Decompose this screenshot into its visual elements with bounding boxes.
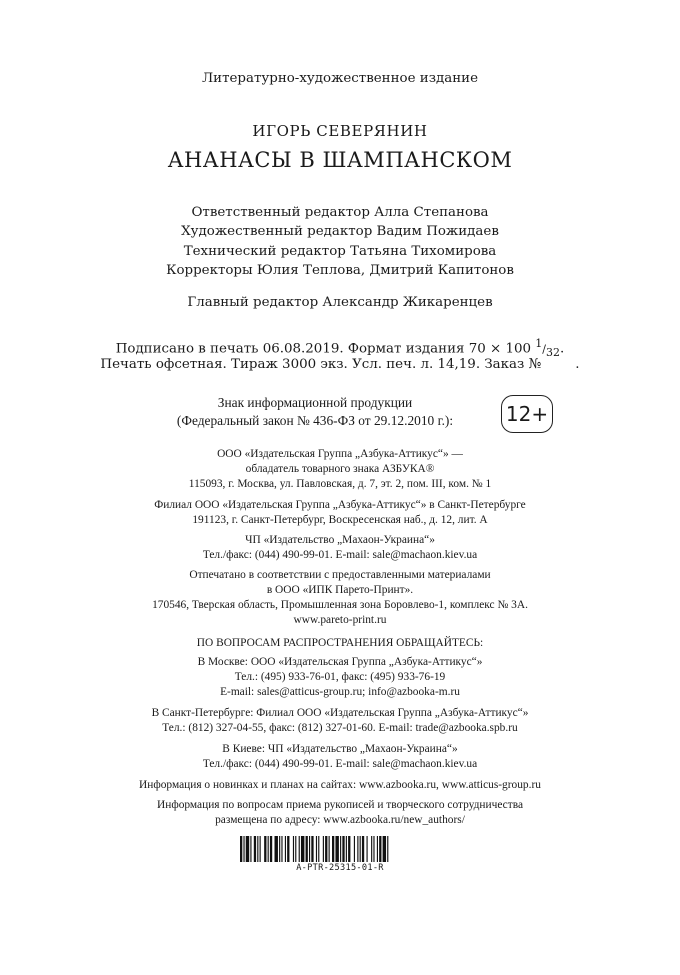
barcode-bar bbox=[332, 836, 334, 862]
barcode-code: A-PTR-25315-01-R bbox=[296, 863, 384, 873]
barcode-bar bbox=[383, 836, 386, 862]
printer-line: в ООО «ИПК Парето-Принт». bbox=[266, 584, 414, 596]
barcode-bar bbox=[287, 836, 289, 862]
publisher-line: 115093, г. Москва, ул. Павловская, д. 7, эт. 2, пом. III, ком. № 1 bbox=[188, 478, 492, 490]
barcode-bar bbox=[342, 836, 344, 862]
barcode-bar bbox=[379, 836, 381, 862]
barcode-bar bbox=[281, 836, 282, 862]
websites-info: Информация о новинках и планах на сайтах: www.azbooka.ru, www.atticus-group.ru bbox=[139, 779, 541, 791]
distribution-kiev-line: В Киеве: ЧП «Издательство „Махаон-Украина“» bbox=[222, 743, 458, 755]
barcode-bar bbox=[387, 836, 388, 862]
print-info-line-2: Печать офсетная. Тираж 3000 экз. Усл. печ. л. 14,19. Заказ № . bbox=[100, 357, 580, 372]
barcode-bar bbox=[306, 836, 308, 862]
barcode-bar bbox=[329, 836, 330, 862]
barcode-bar bbox=[250, 836, 251, 862]
barcode-bar bbox=[346, 836, 347, 862]
book-title: АНАНАСЫ В ШАМПАНСКОМ bbox=[167, 148, 513, 172]
barcode-bar bbox=[240, 836, 242, 862]
barcode-bar bbox=[323, 836, 324, 862]
barcode-bar bbox=[243, 836, 244, 862]
distribution-moscow-line: E-mail: sales@atticus-group.ru; info@azbooka-m.ru bbox=[220, 686, 460, 698]
barcode-bar bbox=[301, 836, 304, 862]
barcode-bar bbox=[377, 836, 378, 862]
barcode-bar bbox=[373, 836, 374, 862]
barcode-bar bbox=[371, 836, 372, 862]
credit-line: Художественный редактор Вадим Пожидаев bbox=[181, 224, 499, 239]
barcode-bar bbox=[348, 836, 350, 862]
barcode-bar bbox=[295, 836, 296, 862]
machaon-line: Тел./факс: (044) 490-99-01. E-mail: sale@machaon.kiev.ua bbox=[202, 549, 478, 561]
barcode-bar bbox=[275, 836, 278, 862]
barcode-bar bbox=[367, 836, 368, 862]
barcode-bar bbox=[279, 836, 280, 862]
info-mark-line-2: (Федеральный закон № 436-ФЗ от 29.12.2010 г.): bbox=[176, 413, 454, 428]
print-info-line-1: Подписано в печать 06.08.2019. Формат издания 70 × 100 $^1/_{32}$. bbox=[115, 337, 565, 360]
barcode-bar bbox=[360, 836, 361, 862]
barcode-bar bbox=[268, 836, 269, 862]
book-author: ИГОРЬ СЕВЕРЯНИН bbox=[252, 122, 428, 140]
distribution-moscow-line: Тел.: (495) 933-76-01, факс: (495) 933-76-19 bbox=[234, 671, 446, 683]
barcode-bar bbox=[335, 836, 338, 862]
spb-branch-line: Филиал ООО «Издательская Группа „Азбука-Аттикус“» в Санкт-Петербурге bbox=[154, 499, 526, 511]
barcode-bar bbox=[246, 836, 249, 862]
barcode-bar bbox=[293, 836, 294, 862]
distribution-moscow-line: В Москве: ООО «Издательская Группа „Азбука-Аттикус“» bbox=[197, 656, 483, 668]
barcode-bar bbox=[264, 836, 266, 862]
chief-editor: Главный редактор Александр Жикаренцев bbox=[187, 295, 493, 310]
barcode-bar bbox=[299, 836, 300, 862]
distribution-heading: ПО ВОПРОСАМ РАСПРОСТРАНЕНИЯ ОБРАЩАЙТЕСЬ: bbox=[196, 637, 484, 649]
barcode-bar bbox=[254, 836, 256, 862]
distribution-spb-line: В Санкт-Петербурге: Филиал ООО «Издательская Группа „Азбука-Аттикус“» bbox=[151, 707, 529, 719]
credit-line: Технический редактор Татьяна Тихомирова bbox=[183, 244, 497, 259]
barcode-bar bbox=[285, 836, 286, 862]
distribution-spb-line: Тел.: (812) 327-04-55, факс: (812) 327-01-60. E-mail: trade@azbooka.spb.ru bbox=[162, 722, 518, 734]
barcode-bar bbox=[270, 836, 272, 862]
credit-line: Ответственный редактор Алла Степанова bbox=[191, 205, 489, 220]
barcode-bar bbox=[311, 836, 313, 862]
barcode-bar bbox=[309, 836, 310, 862]
publisher-line: ООО «Издательская Группа „Азбука-Аттикус“» — bbox=[217, 448, 463, 460]
info-mark-line-1: Знак информационной продукции bbox=[217, 395, 413, 410]
barcode-bar bbox=[260, 836, 261, 862]
barcode-bar bbox=[354, 836, 355, 862]
printer-line: www.pareto-print.ru bbox=[293, 614, 387, 626]
barcode-bar bbox=[325, 836, 327, 862]
manuscripts-info: Информация по вопросам приема рукописей и творческого сотрудничества bbox=[157, 799, 523, 811]
barcode-bar bbox=[257, 836, 258, 862]
distribution-kiev-line: Тел./факс: (044) 490-99-01. E-mail: sale@machaon.kiev.ua bbox=[202, 758, 478, 770]
publisher-line: обладатель товарного знака АЗБУКА® bbox=[245, 463, 435, 475]
printer-line: 170546, Тверская область, Промышленная зона Боровлево-1, комплекс № 3А. bbox=[152, 599, 528, 611]
manuscripts-info: размещена по адресу: www.azbooka.ru/new_authors/ bbox=[215, 814, 465, 826]
barcode-bar bbox=[362, 836, 364, 862]
age-rating-badge: 12+ bbox=[501, 395, 553, 433]
barcode bbox=[240, 836, 440, 864]
printer-line: Отпечатано в соответствии с предоставленными материалами bbox=[189, 569, 491, 581]
barcode-bar bbox=[357, 836, 358, 862]
barcode-bar bbox=[340, 836, 341, 862]
edition-type: Литературно-художественное издание bbox=[201, 71, 479, 86]
credit-line: Корректоры Юлия Теплова, Дмитрий Капитонов bbox=[166, 263, 514, 278]
barcode-bar bbox=[316, 836, 317, 862]
spb-branch-line: 191123, г. Санкт-Петербург, Воскресенская наб., д. 12, лит. А bbox=[192, 514, 488, 526]
machaon-line: ЧП «Издательство „Махаон-Украина“» bbox=[245, 534, 435, 546]
barcode-bar bbox=[318, 836, 319, 862]
